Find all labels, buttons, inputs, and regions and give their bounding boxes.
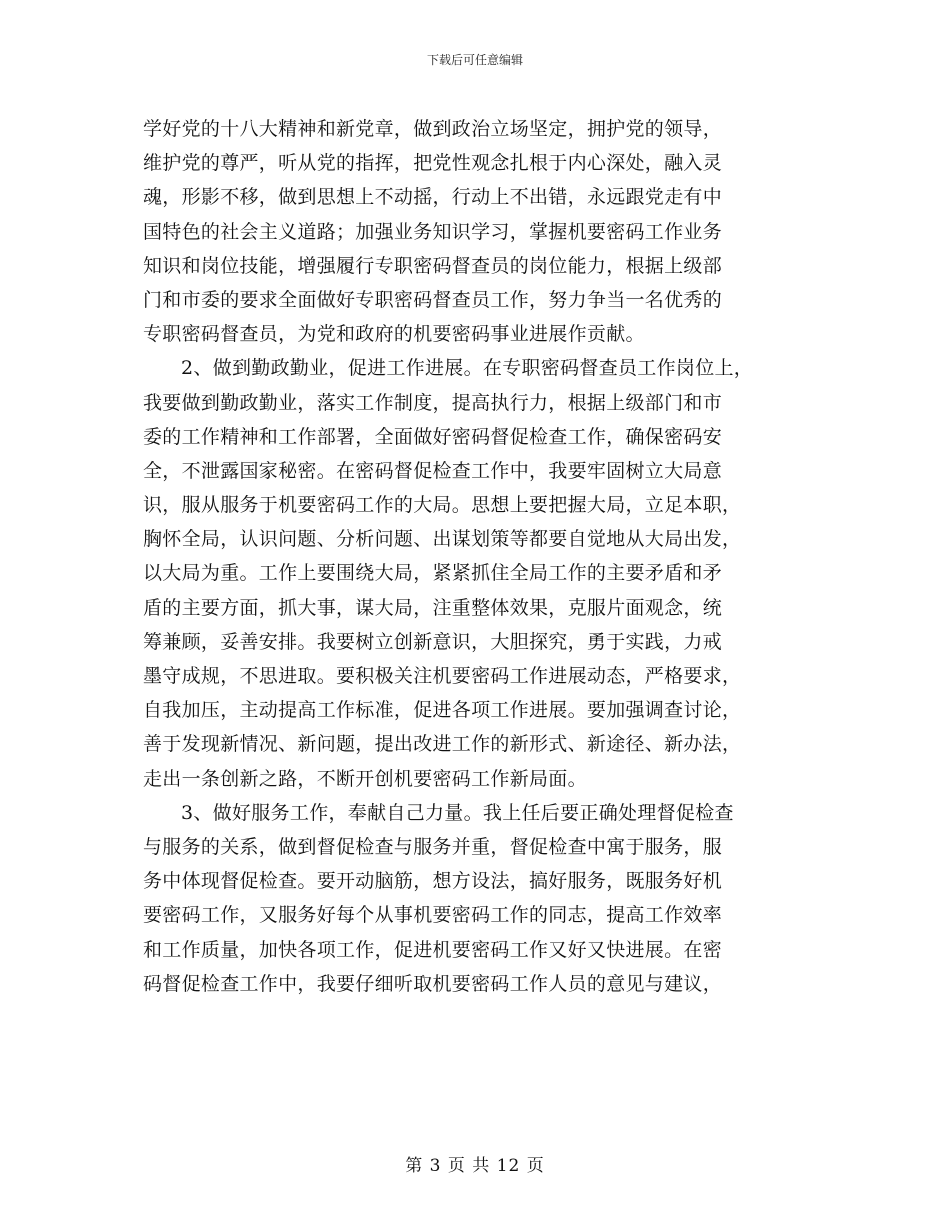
document-body: [143, 112, 833, 1001]
text-line: 自我加压，主动提高工作标准，促进各项工作进展。要加强调查讨论，: [143, 699, 742, 722]
text-line: 要密码工作，又服务好每个从事机要密码工作的同志，提高工作效率: [143, 904, 723, 927]
text-line: 筹兼顾，妥善安排。我要树立创新意识，大胆探究，勇于实践，力戒: [143, 630, 723, 653]
paragraph-start-line: 2、做到勤政勤业，促进工作进展。在专职密码督查员工作岗位上，: [181, 357, 754, 380]
text-line: 国特色的社会主义道路；加强业务知识学习，掌握机要密码工作业务: [143, 220, 723, 243]
page-number: 第 3 页 共 12 页: [405, 1156, 545, 1176]
text-line: 维护党的尊严，听从党的指挥，把党性观念扎根于内心深处，融入灵: [143, 152, 723, 175]
page-header-note: 下载后可任意编辑: [426, 53, 523, 67]
text-line: 墨守成规，不思进取。要积极关注机要密码工作进展动态，严格要求，: [143, 665, 742, 687]
text-line: 以大局为重。工作上要围绕大局，紧紧抓住全局工作的主要矛盾和矛: [143, 562, 723, 585]
text-line: 码督促检查工作中，我要仔细听取机要密码工作人员的意见与建议，: [143, 972, 723, 995]
text-line: 走出一条创新之路，不断开创机要密码工作新局面。: [143, 767, 587, 790]
text-line: 盾的主要方面，抓大事，谋大局，注重整体效果，克服片面观念，统: [143, 596, 723, 619]
text-line: 识，服从服务于机要密码工作的大局。思想上要把握大局，立足本职，: [143, 494, 742, 517]
text-line: 善于发现新情况、新问题，提出改进工作的新形式、新途径、新办法，: [143, 733, 742, 756]
text-line: 专职密码督查员，为党和政府的机要密码事业进展作贡献。: [143, 323, 645, 346]
paragraph-start-line: 3、做好服务工作，奉献自己力量。我上任后要正确处理督促检查: [181, 801, 734, 824]
text-line: 知识和岗位技能，增强履行专职密码督查员的岗位能力，根据上级部: [143, 254, 723, 277]
text-line: 和工作质量，加快各项工作，促进机要密码工作又好又快进展。在密: [143, 938, 723, 961]
text-line: 我要做到勤政勤业，落实工作制度，提高执行力，根据上级部门和市: [143, 391, 723, 414]
text-line: 门和市委的要求全面做好专职密码督查员工作，努力争当一名优秀的: [143, 288, 723, 311]
text-line: 全，不泄露国家秘密。在密码督促检查工作中，我要牢固树立大局意: [143, 459, 723, 482]
text-line: 胸怀全局，认识问题、分析问题、出谋划策等都要自觉地从大局出发，: [143, 528, 742, 551]
text-line: 务中体现督促检查。要开动脑筋，想方设法，搞好服务，既服务好机: [143, 870, 723, 893]
text-line: 魂，形影不移，做到思想上不动摇，行动上不出错，永远跟党走有中: [143, 186, 723, 209]
text-line: 与服务的关系，做到督促检查与服务并重，督促检查中寓于服务，服: [143, 835, 723, 858]
text-line: 委的工作精神和工作部署，全面做好密码督促检查工作，确保密码安: [143, 425, 723, 448]
text-line: 学好党的十八大精神和新党章，做到政治立场坚定，拥护党的领导，: [143, 118, 723, 140]
